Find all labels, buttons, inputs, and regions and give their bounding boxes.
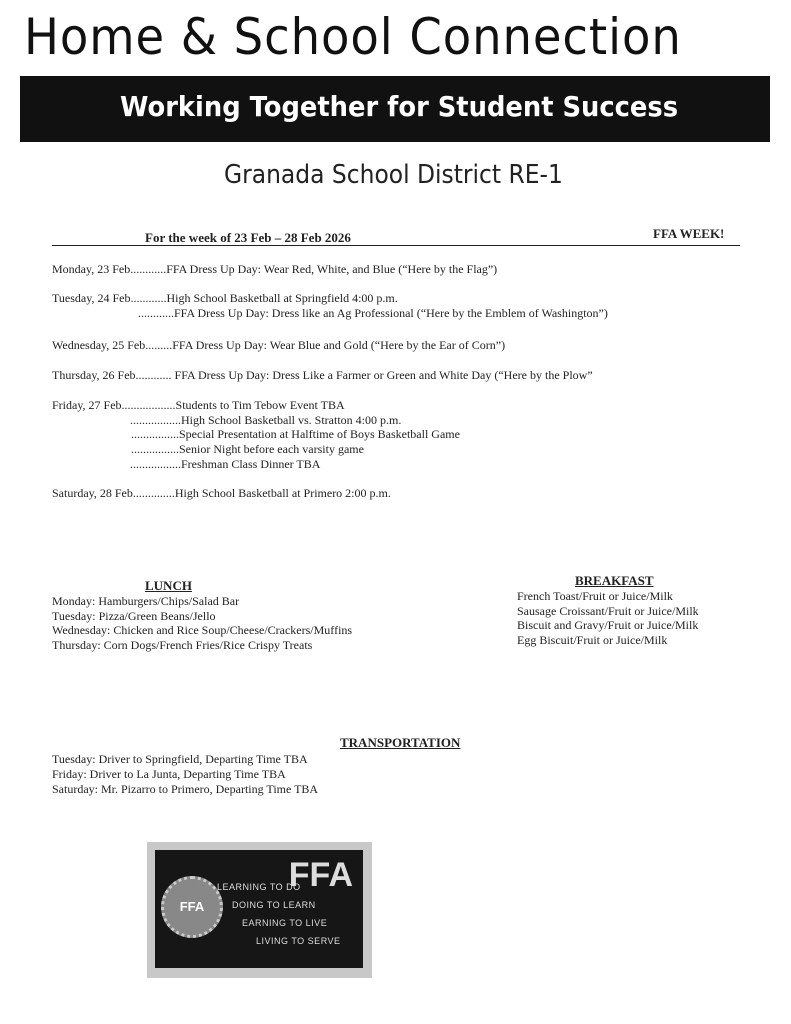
schedule-line: .................High School Basketball vs. Stratton 4:00 p.m. <box>130 413 402 427</box>
motto-line: DOING TO LEARN <box>232 900 316 910</box>
schedule-line: Wednesday, 25 Feb.........FFA Dress Up Day: Wear Blue and Gold (“Here by the Ear of Corn”) <box>52 338 506 352</box>
banner-text: Working Together for Student Success <box>120 90 679 123</box>
transportation-item: Tuesday: Driver to Springfield, Departing Time TBA <box>52 752 308 766</box>
schedule-line: Monday, 23 Feb............FFA Dress Up Day: Wear Red, White, and Blue (“Here by the Flag”) <box>52 262 498 276</box>
schedule-line: ................Senior Night before each varsity game <box>131 442 364 456</box>
lunch-item: Wednesday: Chicken and Rice Soup/Cheese/Crackers/Muffins <box>52 623 353 637</box>
lunch-item: Monday: Hamburgers/Chips/Salad Bar <box>52 594 240 608</box>
schedule-line: .................Freshman Class Dinner TBA <box>130 457 321 471</box>
schedule-line: ................Special Presentation at Halftime of Boys Basketball Game <box>131 427 460 441</box>
lunch-item: Thursday: Corn Dogs/French Fries/Rice Crispy Treats <box>52 638 313 652</box>
breakfast-item: Biscuit and Gravy/Fruit or Juice/Milk <box>517 618 699 632</box>
breakfast-item: Sausage Croissant/Fruit or Juice/Milk <box>517 604 699 618</box>
lunch-heading: LUNCH <box>145 578 192 593</box>
lunch-item: Tuesday: Pizza/Green Beans/Jello <box>52 609 216 623</box>
transportation-heading: TRANSPORTATION <box>340 735 461 750</box>
schedule-line: ............FFA Dress Up Day: Dress like an Ag Professional (“Here by the Emblem of Washington”) <box>138 306 608 320</box>
transportation-item: Friday: Driver to La Junta, Departing Time TBA <box>52 767 286 781</box>
district-name: Granada School District RE-1 <box>224 160 563 190</box>
breakfast-item: Egg Biscuit/Fruit or Juice/Milk <box>517 633 668 647</box>
schedule-line: Friday, 27 Feb..................Students to Tim Tebow Event TBA <box>52 398 345 412</box>
breakfast-item: French Toast/Fruit or Juice/Milk <box>517 589 673 603</box>
schedule-line: Thursday, 26 Feb............ FFA Dress Up Day: Dress Like a Farmer or Green and White Day (“Here by the Plow” <box>52 368 593 382</box>
banner <box>20 76 770 142</box>
ffa-emblem-icon: FFA <box>161 876 223 938</box>
breakfast-heading: BREAKFAST <box>575 573 654 588</box>
newsletter-title: Home & School Connection <box>24 8 682 66</box>
schedule-line: Tuesday, 24 Feb............High School Basketball at Springfield 4:00 p.m. <box>52 291 398 305</box>
divider <box>52 245 740 246</box>
ffa-logo: FFA <box>288 856 353 894</box>
schedule-line: Saturday, 28 Feb..............High School Basketball at Primero 2:00 p.m. <box>52 486 391 500</box>
motto-line: EARNING TO LIVE <box>242 918 328 928</box>
ffa-motto-image <box>147 842 372 978</box>
motto-line: LIVING TO SERVE <box>256 936 341 946</box>
transportation-item: Saturday: Mr. Pizarro to Primero, Departing Time TBA <box>52 782 319 796</box>
ffa-week-tag: FFA WEEK! <box>653 226 725 241</box>
week-heading: For the week of 23 Feb – 28 Feb 2026 <box>145 230 351 245</box>
motto-line: LEARNING TO DO <box>217 882 301 892</box>
